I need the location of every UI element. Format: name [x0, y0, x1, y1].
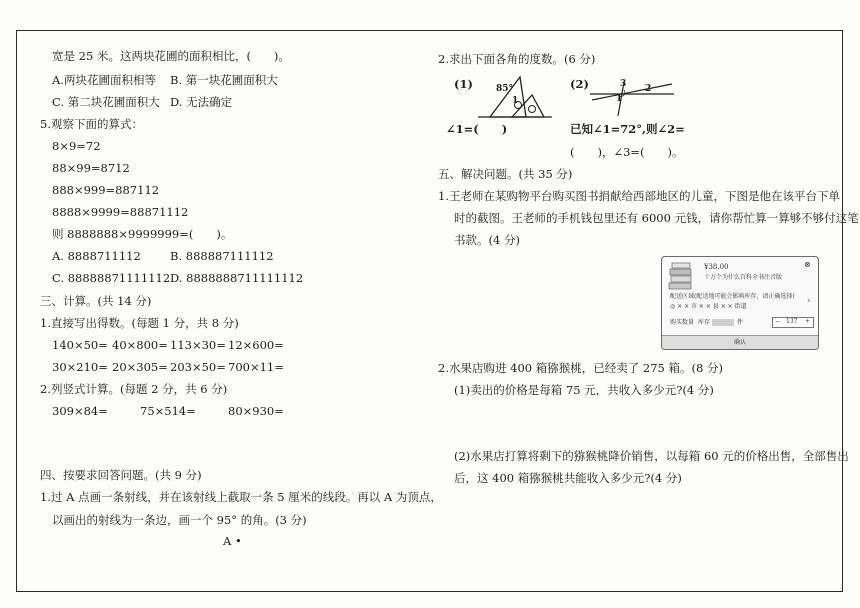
q5-option-d: D. 8888888711111112: [170, 271, 304, 285]
product-title: 十万个为什么百科全书注音版: [704, 274, 783, 281]
close-icon[interactable]: ⊗: [804, 260, 811, 269]
fig1-label: (1): [454, 77, 473, 91]
region-label: 配送区域(配送地可能会影响库存，请正确选择): [670, 293, 795, 300]
q5-eq-1: 8×9=72: [52, 139, 101, 153]
q4-option-c: C. 第二块花圃面积大: [52, 95, 160, 109]
qty-plus-button[interactable]: +: [805, 318, 811, 325]
q5-eq-4: 8888×9999=88871112: [52, 205, 189, 219]
q5-option-b: B. 888887111112: [170, 249, 274, 263]
s3-q1-title: 1.直接写出得数。(每题 1 分，共 8 分): [40, 316, 239, 330]
q4-option-a: A.两块花圃面积相等: [52, 73, 156, 87]
order-screenshot: [661, 256, 819, 350]
q5-title: 5.观察下面的算式：: [40, 117, 143, 131]
calc-item: 20×305=: [112, 360, 168, 374]
fig1-angle-1-label: 1: [512, 96, 519, 106]
s5-q2-part2-line1: (2)水果店打算将剩下的猕猴桃降价销售，以每箱 60 元的价格出售，全部售出: [454, 449, 849, 463]
s5-q2-part1: (1)卖出的价格是每箱 75 元，共收入多少元?(4 分): [454, 383, 714, 397]
s4-q1-line1: 1.过 A 点画一条射线，并在该射线上截取一条 5 厘米的线段。再以 A 为顶点，: [40, 490, 442, 504]
calc-item: 700×11=: [228, 360, 284, 374]
calc-item: 12×600=: [228, 338, 284, 352]
calc-item: 203×50=: [170, 360, 226, 374]
s5-q1-line3: 书款。(4 分): [454, 233, 520, 247]
books-icon: [668, 261, 694, 291]
calc-item: 140×50=: [52, 338, 108, 352]
fig2-angle-2-label: 2: [645, 84, 652, 94]
s4-q1-line2: 以画出的射线为一条边，画一个 95° 的角。(3 分): [52, 513, 307, 527]
vertical-calc-item: 80×930=: [228, 404, 284, 418]
section-4-title: 四、按要求回答问题。(共 9 分): [40, 468, 202, 482]
q5-option-a: A. 8888711112: [52, 249, 141, 263]
s5-q2-part2-line2: 后，这 400 箱猕猴桃共能收入多少元?(4 分): [454, 471, 682, 485]
vertical-calc-item: 309×84=: [52, 404, 108, 418]
fig2-angle-3-label: 3: [620, 79, 627, 89]
s5-q1-line1: 1.王老师在某购物平台购买图书捐献给西部地区的儿童，下图是他在该平台下单: [438, 189, 840, 203]
fig2-given: 已知∠1=72°,则∠2=: [570, 122, 685, 136]
fig2-answer: ( )，∠3=( )。: [570, 145, 684, 159]
chevron-right-icon[interactable]: ›: [807, 296, 811, 305]
calc-item: 113×30=: [170, 338, 226, 352]
section-3-title: 三、计算。(共 14 分): [40, 294, 152, 308]
q5-eq-3: 888×999=887112: [52, 183, 160, 197]
qty-label: 购买数量: [670, 319, 695, 326]
s3-q2-title: 2.列竖式计算。(每题 2 分，共 6 分): [40, 382, 228, 396]
q4-stem-tail: 宽是 25 米。这两块花圃的面积相比，( )。: [52, 49, 290, 63]
qty-value[interactable]: 137: [786, 318, 798, 325]
q5-eq-2: 88×99=8712: [52, 161, 130, 175]
stock-redacted: [712, 319, 734, 326]
q5-question: 则 8888888×9999999=( )。: [52, 227, 233, 241]
fig1-answer: ∠1=( ): [446, 122, 508, 136]
stock-unit: 件: [737, 319, 744, 326]
fig2-angle-1-label: 1: [616, 94, 623, 104]
vertical-calc-item: 75×514=: [140, 404, 196, 418]
product-price: ¥38.00: [704, 263, 729, 271]
s5-q1-line2: 时的截图。王老师的手机钱包里还有 6000 元钱，请你帮忙算一算够不够付这笔: [454, 211, 859, 225]
calc-item: 30×210=: [52, 360, 108, 374]
qty-minus-button[interactable]: −: [775, 318, 781, 325]
fig2-label: (2): [570, 77, 589, 91]
fig1-angle-85: 85°: [496, 84, 514, 94]
stock-label: 库存: [698, 319, 711, 326]
region-value[interactable]: ◎ × × 市 × × 县 × × 街道: [670, 303, 747, 310]
point-a: A •: [223, 534, 242, 548]
confirm-button[interactable]: [662, 335, 818, 350]
angle-q-title: 2.求出下面各角的度数。(6 分): [438, 52, 596, 66]
q4-option-d: D. 无法确定: [170, 95, 233, 109]
confirm-label: 确认: [734, 339, 747, 346]
calc-item: 40×800=: [112, 338, 168, 352]
q4-option-b: B. 第一块花圃面积大: [170, 73, 278, 87]
intersecting-lines-figure: [588, 80, 678, 120]
s5-q2-title: 2.水果店购进 400 箱猕猴桃，已经卖了 275 箱。(8 分): [438, 361, 723, 375]
q5-option-c: C. 88888871111112: [52, 271, 171, 285]
section-5-title: 五、解决问题。(共 35 分): [438, 167, 573, 181]
